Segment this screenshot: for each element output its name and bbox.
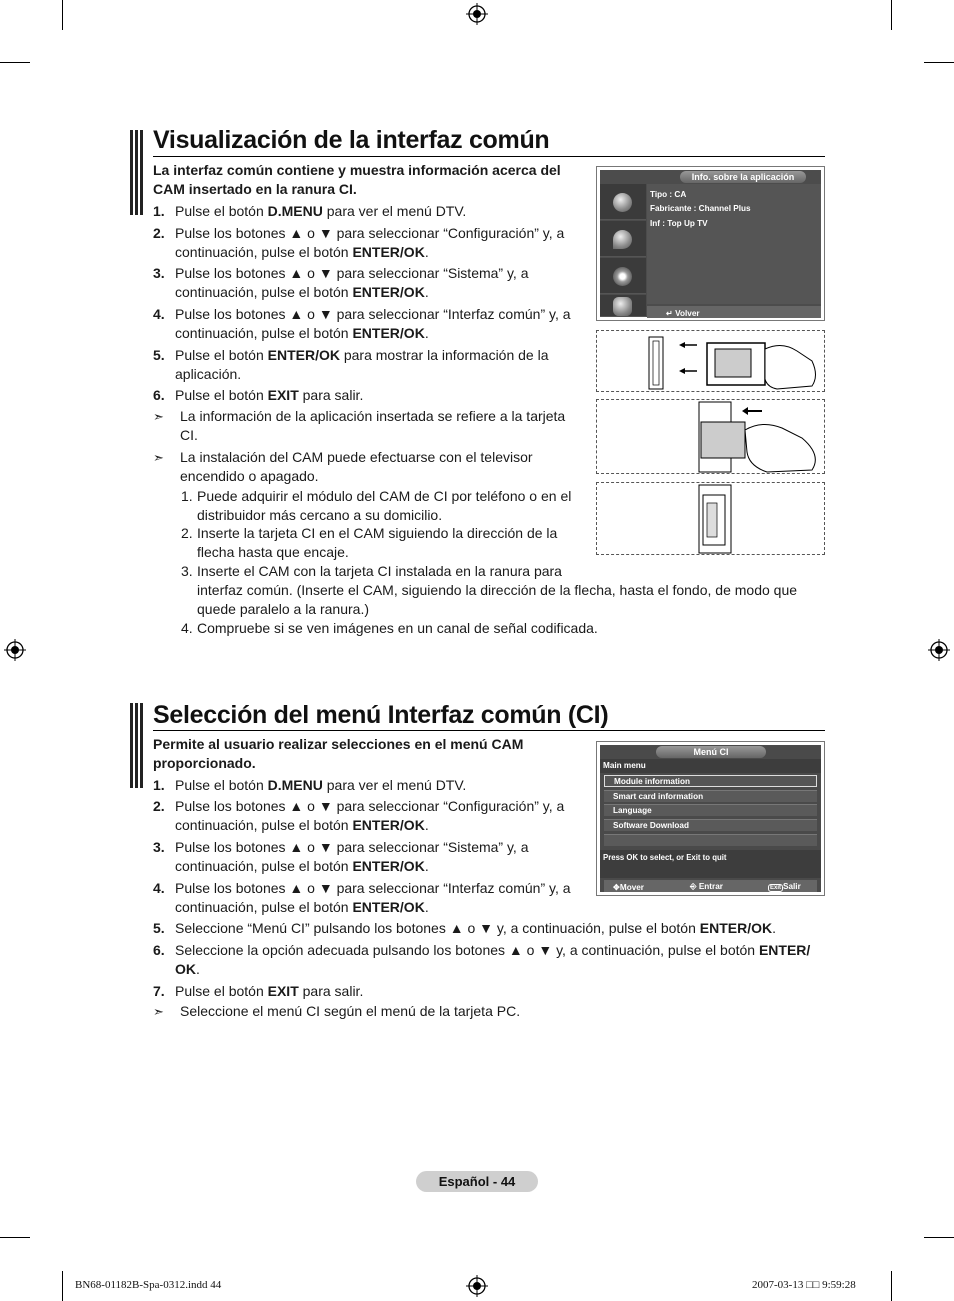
- picture-menu-icon: [600, 184, 646, 220]
- note-arrow-icon: ➣: [153, 1004, 164, 1019]
- cam-slot-insert-illustration: [596, 399, 825, 474]
- exit-button[interactable]: Exit Salir: [770, 882, 801, 891]
- osd-ci-menu: Menú CI Main menu Module information Smart card information Language Software Download Press OK to select, or Exit to quit ✥Mover ⎆ Entrar Exit Salir: [596, 741, 825, 896]
- step-item: 7. Pulse el botón EXIT para salir.: [153, 983, 364, 999]
- menu-item-smart-card-information[interactable]: Smart card information: [604, 790, 817, 802]
- page-title: Visualización de la interfaz común: [153, 126, 550, 154]
- intro-text: La interfaz común contiene y muestra información acerca del CAM insertado en la ranura CI.: [153, 162, 561, 197]
- card-insert-drawing: [597, 331, 826, 393]
- enter-button[interactable]: ⎆ Entrar: [690, 882, 723, 891]
- title-rule: [153, 156, 825, 157]
- note-item: ➣ Seleccione el menú CI según el menú de la tarjeta PC.: [153, 1003, 521, 1019]
- menu-item-software-download[interactable]: Software Download: [604, 819, 817, 831]
- crop-mark: [62, 1271, 63, 1301]
- move-arrows-icon: ✥: [613, 883, 620, 892]
- menu-item-language[interactable]: Language: [604, 804, 817, 816]
- page-title: Selección del menú Interfaz común (CI): [153, 701, 609, 729]
- section-bar: [130, 130, 144, 215]
- title-rule: [153, 730, 825, 731]
- step-item: 5. Pulse el botón ENTER/OK para mostrar la información de la aplicación.: [153, 347, 549, 383]
- step-item: 4. Pulse los botones ▲ o ▼ para seleccionar “Interfaz común” y, a continuación, pulse el botón ENTER/OK.: [153, 880, 571, 916]
- crop-mark: [891, 1271, 892, 1301]
- sound-menu-icon: [600, 221, 646, 257]
- step-item: 4. Pulse los botones ▲ o ▼ para seleccionar “Interfaz común” y, a continuación, pulse el botón ENTER/OK.: [153, 306, 571, 342]
- input-menu-icon: [600, 295, 646, 317]
- sub-item: 3. Inserte el CAM con la tarjeta CI instalada en la ranura para interfaz común. (Inserte el CAM, siguiendo la dirección de la flecha, hasta el fondo, de modo que quede paralelo a la ranura.): [181, 563, 798, 617]
- intro-text: Permite al usuario realizar selecciones en el menú CAM proporcionado.: [153, 736, 524, 771]
- note-arrow-icon: ➣: [153, 409, 164, 424]
- step-item: 5. Seleccione “Menú CI” pulsando los botones ▲ o ▼ y, a continuación, pulse el botón ENTER/OK.: [153, 920, 776, 936]
- cam-inserted-illustration: [596, 482, 825, 555]
- registration-mark-icon: [928, 639, 950, 661]
- enter-icon: ⎆: [690, 882, 697, 891]
- step-item: 1. Pulse el botón D.MENU para ver el menú DTV.: [153, 203, 467, 219]
- crop-mark: [891, 0, 892, 30]
- cam-slot-drawing: [597, 400, 826, 475]
- sub-item: 2. Inserte la tarjeta CI en el CAM siguiendo la dirección de la flecha hasta que encaje.: [181, 525, 558, 560]
- cam-card-insert-illustration: [596, 330, 825, 392]
- menu-item-empty: [604, 834, 817, 846]
- note-item: ➣ La instalación del CAM puede efectuarse con el televisor encendido o apagado.: [153, 449, 533, 484]
- step-item: 3. Pulse los botones ▲ o ▼ para seleccionar “Sistema” y, a continuación, pulse el botón ENTER/OK.: [153, 265, 529, 301]
- sub-item: 1. Puede adquirir el módulo del CAM de CI por teléfono o en el distribuidor más cercano a su domicilio.: [181, 488, 572, 523]
- crop-mark: [62, 0, 63, 30]
- crop-mark: [0, 62, 30, 63]
- setup-menu-icon: [600, 258, 646, 294]
- registration-mark-icon: [466, 3, 488, 25]
- crop-mark: [924, 1237, 954, 1238]
- date-slug: 2007-03-13 □□ 9:59:28: [752, 1279, 856, 1291]
- note-item: ➣ La información de la aplicación insertada se refiere a la tarjeta CI.: [153, 408, 566, 443]
- return-icon: ↵: [666, 309, 673, 318]
- step-item: 6. Pulse el botón EXIT para salir.: [153, 387, 364, 403]
- crop-mark: [0, 1237, 30, 1238]
- registration-mark-icon: [4, 639, 26, 661]
- osd-application-info: Info. sobre la aplicación Tipo : CA Fabricante : Channel Plus Inf : Top Up TV ↵ Volver: [596, 166, 825, 321]
- osd-content-panel: [647, 184, 821, 304]
- section-bar: [130, 703, 144, 788]
- step-item: 2. Pulse los botones ▲ o ▼ para seleccionar “Configuración” y, a continuación, pulse el botón ENTER/OK.: [153, 798, 565, 834]
- menu-item-module-information[interactable]: Module information: [604, 775, 817, 787]
- step-item: 6. Seleccione la opción adecuada pulsando los botones ▲ o ▼ y, a continuación, pulse el botón ENTER/ OK.: [153, 942, 811, 978]
- step-item: 2. Pulse los botones ▲ o ▼ para seleccionar “Configuración” y, a continuación, pulse el botón ENTER/OK.: [153, 225, 565, 261]
- sub-item: 4. Compruebe si se ven imágenes en un canal de señal codificada.: [181, 620, 598, 636]
- file-slug: BN68-01182B-Spa-0312.indd 44: [75, 1279, 222, 1291]
- note-arrow-icon: ➣: [153, 450, 164, 465]
- crop-mark: [924, 62, 954, 63]
- step-item: 3. Pulse los botones ▲ o ▼ para seleccionar “Sistema” y, a continuación, pulse el botón ENTER/OK.: [153, 839, 529, 875]
- osd-tab: Info. sobre la aplicación: [680, 171, 806, 183]
- cam-inserted-drawing: [597, 483, 826, 556]
- registration-mark-icon: [466, 1275, 488, 1297]
- step-item: 1. Pulse el botón D.MENU para ver el menú DTV.: [153, 777, 467, 793]
- back-button[interactable]: ↵ Volver: [666, 309, 700, 318]
- page-number: Español - 44: [416, 1171, 538, 1192]
- move-hint: ✥Mover: [613, 883, 644, 892]
- osd-tab: Menú CI: [656, 746, 766, 758]
